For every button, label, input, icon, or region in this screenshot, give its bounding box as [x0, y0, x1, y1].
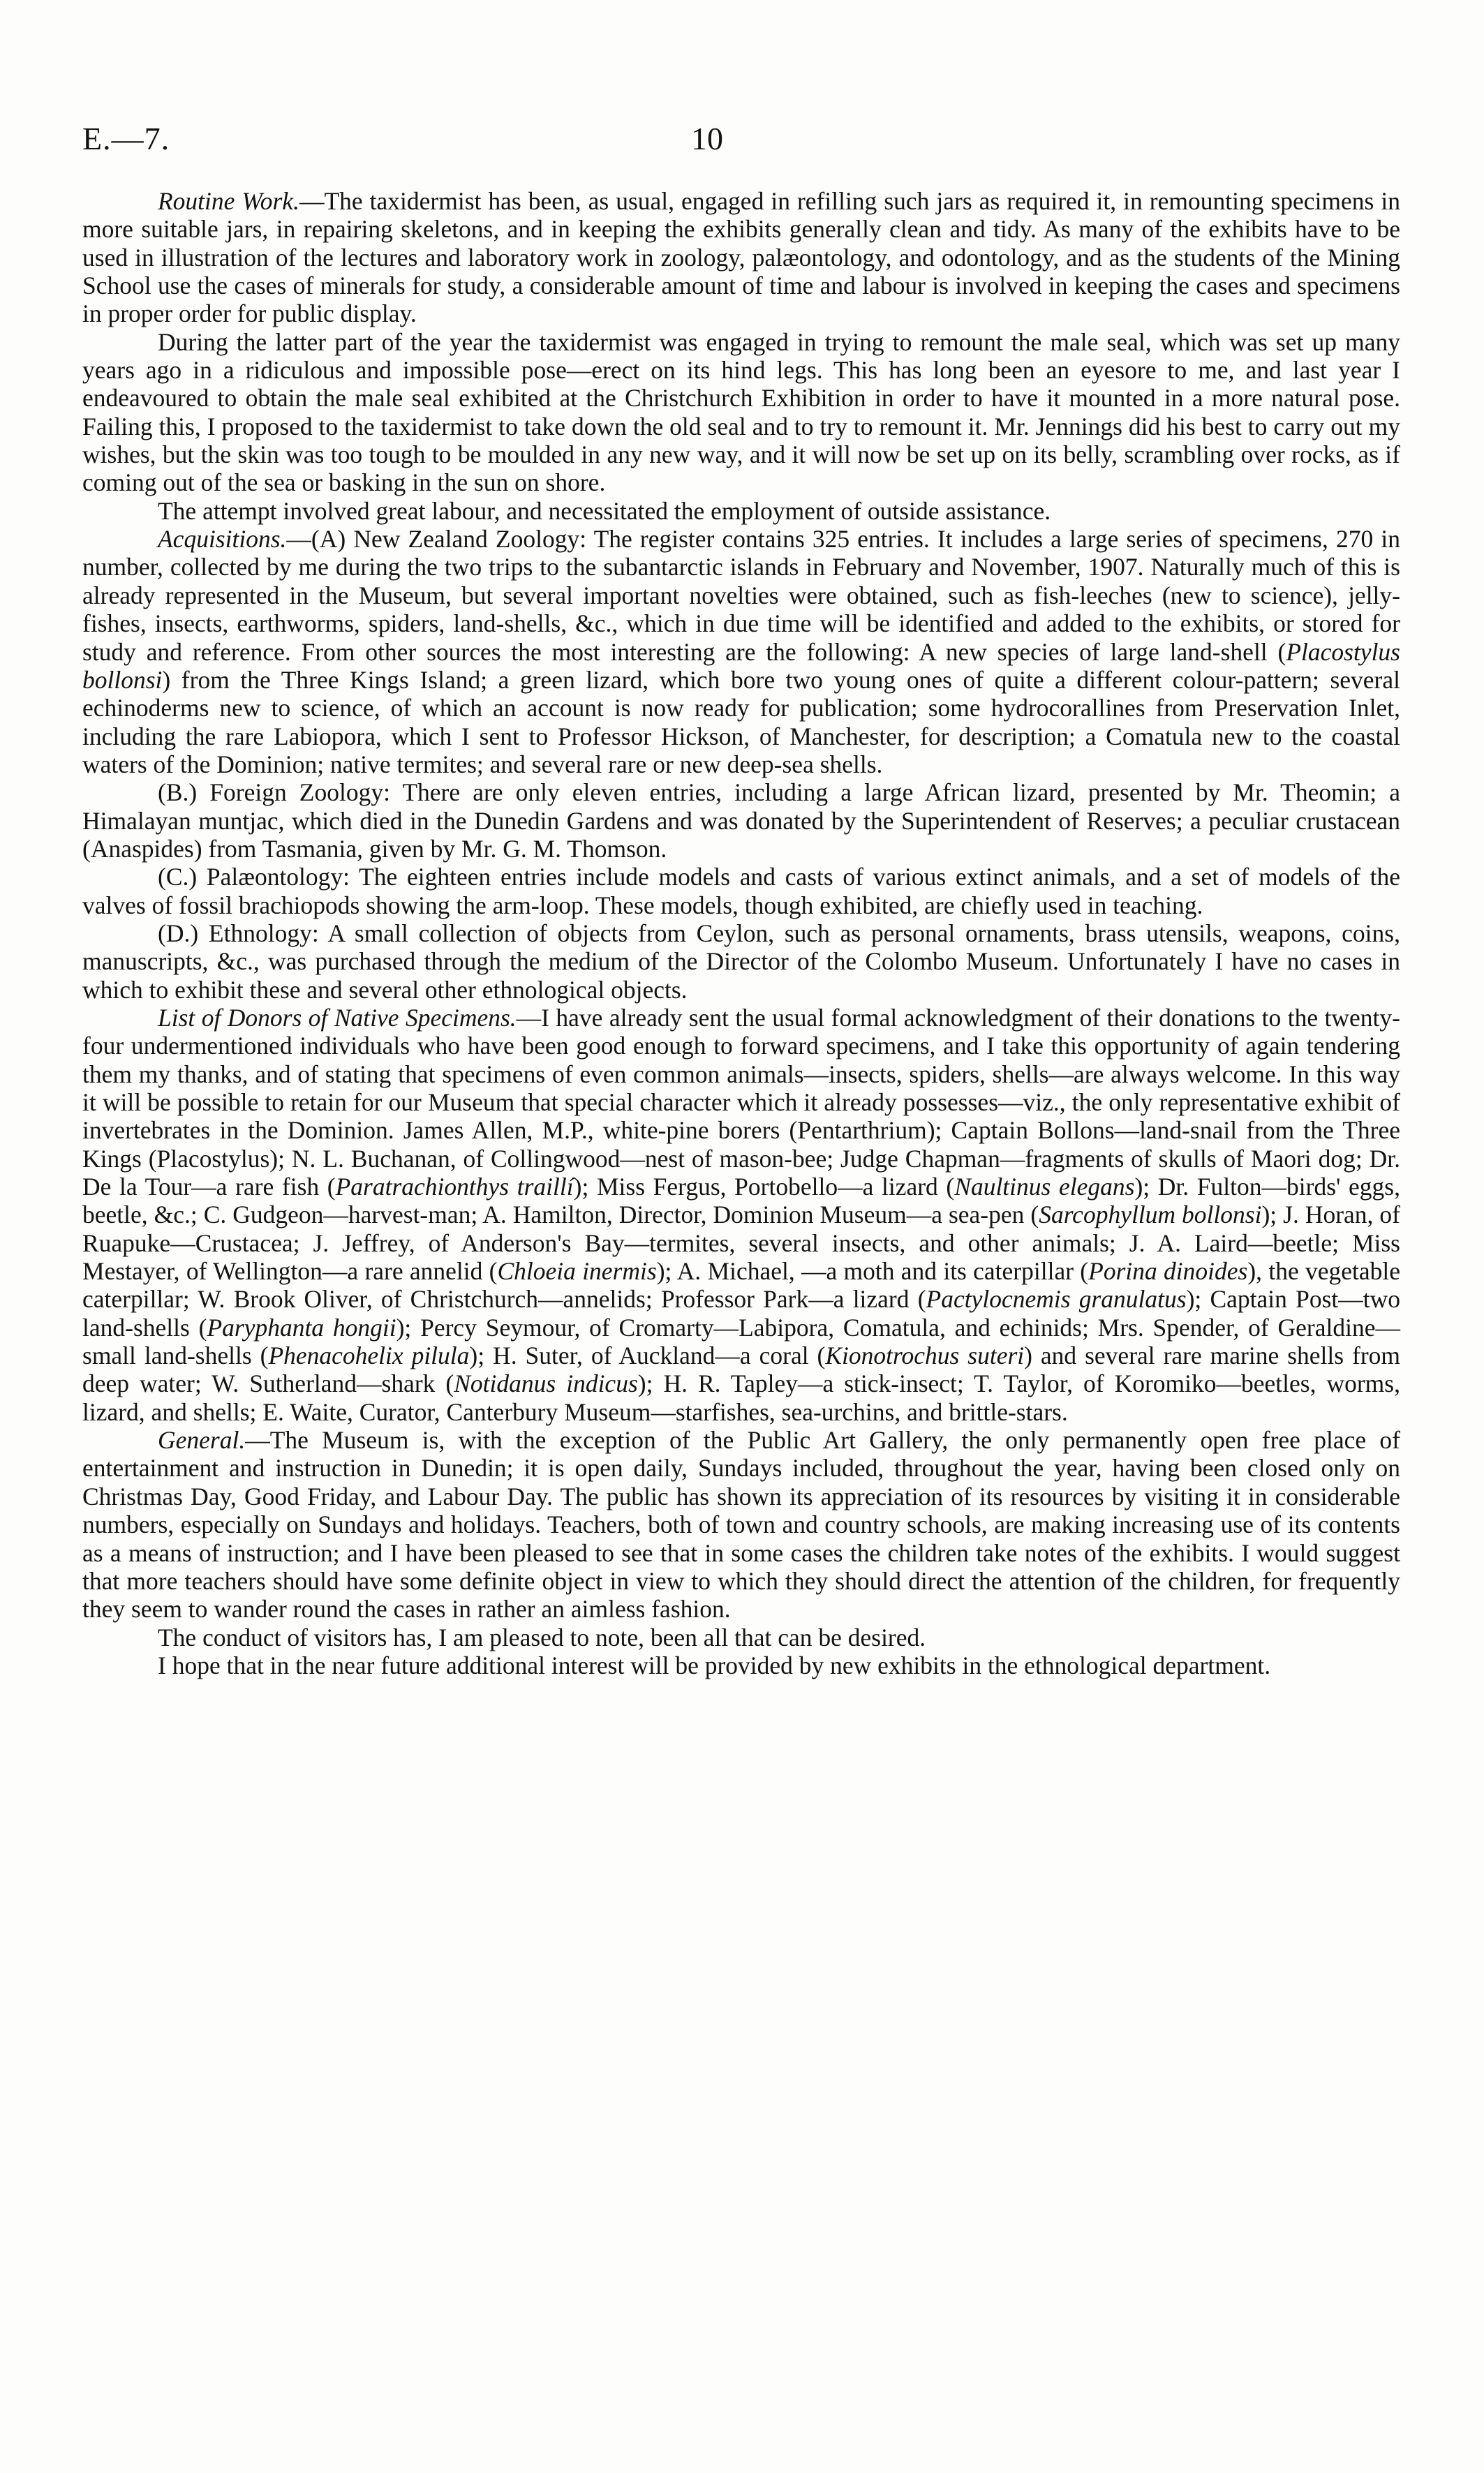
paragraph-text: ); A. Michael, —a moth and its caterpillar (: [656, 1257, 1089, 1286]
paragraph-text: —I have already sent the usual formal acknowledgment of their donations to the twenty-four undermentioned individuals who have been good enough to forward specimens, and I take this opportunity of again tendering them my thanks, and of stating that specimens of even common animals—insects, spiders, shells—are always welcome. In this way it will be possible to retain for our Museum that special character which it already possesses—viz., the only representative exhibit of invertebrates in the Dominion. James Allen, M.P., white-pine borers (Pentarthrium); Captain Bollons—land-snail from the Three Kings (Placostylus); N. L. Buchanan, of Collingwood—nest of mason-bee; Judge Chapman—fragments of skulls of Maori dog; Dr. De la Tour—a rare fish (: [82, 1003, 1400, 1201]
species-name: Kionotrochus suteri: [825, 1342, 1025, 1370]
species-name: Notidanus indicus: [454, 1369, 638, 1398]
paragraph-donors: [82, 1004, 1400, 1426]
paragraph-closing: I hope that in the near future additional interest will be provided by new exhibits in the ethnological department.: [158, 1651, 1271, 1679]
paragraph-text: —The Museum is, with the exception of the Public Art Gallery, the only permanently open free place of entertainment and instruction in Dunedin; it is open daily, Sundays included, throughout the year, having been closed only on Christmas Day, Good Friday, and Labour Day. The public has shown its appreciation of its resources by visiting it in considerable numbers, especially on Sundays and holidays. Teachers, both of town and country schools, are making increasing use of its contents as a means of instruction; and I have been pleased to see that in some cases the children take notes of the exhibits. I would suggest that more teachers should have some definite object in view to which they should direct the attention of the children, for frequently they seem to wander round the cases in rather an aimless fashion.: [82, 1426, 1400, 1624]
page-number: 10: [691, 121, 723, 156]
species-name: Phenacohelix pilula: [268, 1342, 470, 1370]
paragraph-text: ); H. Suter, of Auckland—a coral (: [469, 1342, 826, 1370]
paragraph-text: ); J. Horan, of Ruapuke—Crustacea; J. Jeffrey, of Anderson's Bay—termites, several insects, and other animals; J. A. Laird—beetle; Miss Mestayer, of Wellington—a rare annelid (: [82, 1201, 1400, 1286]
paragraph-text: ) and several rare marine shells from deep water; W. Sutherland—shark (: [82, 1342, 1401, 1398]
species-name: Chloeia inermis: [497, 1257, 657, 1286]
page-reference: E.—7.: [82, 121, 170, 156]
document-body: [82, 187, 1400, 1679]
paragraph-text: ), the vegetable caterpillar; W. Brook Oliver, of Christchurch—annelids; Professor Park—a lizard (: [82, 1257, 1400, 1314]
species-name: Sarcophyllum bollonsi: [1039, 1201, 1262, 1229]
section-heading: Routine Work.: [158, 187, 299, 215]
section-heading: List of Donors of Native Specimens.: [158, 1003, 517, 1032]
species-name: Paryphanta hongii: [207, 1313, 396, 1342]
section-heading: General.: [158, 1426, 246, 1455]
species-name: Placostylus bollonsi: [82, 637, 1400, 694]
paragraph-general: [82, 1426, 1400, 1623]
paragraph-text: ); Percy Seymour, of Cromarty—Labipora, Comatula, and echinids; Mrs. Spender, of Geraldine—small land-shells (: [82, 1313, 1400, 1370]
section-heading: Acquisitions.: [158, 525, 287, 554]
species-name: Pactylocnemis granulatus: [926, 1285, 1187, 1314]
paragraph-visitors: The conduct of visitors has, I am pleased to note, been all that can be desired.: [158, 1623, 926, 1651]
paragraph-acquisitions: [82, 525, 1400, 778]
paragraph-routine-work: [82, 187, 1400, 328]
species-name: Porina dinoides: [1088, 1257, 1248, 1286]
species-name: Paratrachionthys traillí: [335, 1173, 574, 1201]
paragraph-foreign-zoology: (B.) Foreign Zoology: There are only eleven entries, including a large African lizard, presented by Mr. Theomin; a Himalayan muntjac, which died in the Dunedin Gardens and was donated by the Superintendent of Reserves; a peculiar crustacean (Anaspides) from Tasmania, given by Mr. G. M. Thomson.: [82, 778, 1400, 863]
paragraph-text: ); Captain Post—two land-shells (: [82, 1285, 1401, 1342]
paragraph-text: ); Miss Fergus, Portobello—a lizard (: [573, 1173, 955, 1201]
paragraph-seal: During the latter part of the year the taxidermist was engaged in trying to remount the male seal, which was set up many years ago in a ridiculous and impossible pose—erect on its hind legs. This has long been an eyesore to me, and last year I endeavoured to obtain the male seal exhibited at the Christchurch Exhibition in order to have it mounted in a more natural pose. Failing this, I proposed to the taxidermist to take down the old seal and to try to remount it. Mr. Jennings did his best to carry out my wishes, but the skin was too tough to be moulded in any new way, and it will now be set up on its belly, scrambling over rocks, as if coming out of the sea or basking in the sun on shore.: [82, 327, 1400, 497]
paragraph-text: —(A) New Zealand Zoology: The register contains 325 entries. It includes a large series of specimens, 270 in number, collected by me during the two trips to the subantarctic islands in February and November, 1907. Naturally much of this is already represented in the Museum, but several important novelties were obtained, such as fish-leeches (new to science), jelly-fishes, insects, earthworms, spiders, land-shells, &c., which in due time will be identified and added to the exhibits, or stored for study and reference. From other sources the most interesting are the following: A new species of large land-shell (: [82, 525, 1400, 666]
paragraph-text: ); H. R. Tapley—a stick-insect; T. Taylor, of Koromiko—beetles, worms, lizard, and shells; E. Waite, Curator, Canterbury Museum—starfishes, sea-urchins, and brittle-stars.: [82, 1369, 1400, 1426]
paragraph-text: ) from the Three Kings Island; a green lizard, which bore two young ones of quite a different colour-pattern; several echinoderms new to science, of which an account is now ready for publication; some hydrocorallines from Preservation Inlet, including the rare Labiopora, which I sent to Professor Hickson, of Manchester, for description; a Comatula new to the coastal waters of the Dominion; native termites; and several rare or new deep-sea shells.: [82, 665, 1400, 778]
paragraph-text: ); Dr. Fulton—birds' eggs, beetle, &c.; C. Gudgeon—harvest-man; A. Hamilton, Director, Dominion Museum—a sea-pen (: [82, 1173, 1400, 1229]
paragraph-ethnology: (D.) Ethnology: A small collection of objects from Ceylon, such as personal ornaments, brass utensils, weapons, coins, manuscripts, &c., was purchased through the medium of the Director of the Colombo Museum. Unfortunately I have no cases in which to exhibit these and several other ethnological objects.: [82, 919, 1400, 1004]
paragraph-text: —The taxidermist has been, as usual, engaged in refilling such jars as required it, in remounting specimens in more suitable jars, in repairing skeletons, and in keeping the exhibits generally clean and tidy. As many of the exhibits have to be used in illustration of the lectures and laboratory work in zoology, palæontology, and odontology, and as the students of the Mining School use the cases of minerals for study, a considerable amount of time and labour is involved in keeping the cases and specimens in proper order for public display.: [82, 187, 1400, 328]
paragraph-palaeontology: (C.) Palæontology: The eighteen entries include models and casts of various extinct animals, and a set of models of the valves of fossil brachiopods showing the arm-loop. These models, though exhibited, are chiefly used in teaching.: [82, 863, 1400, 919]
paragraph-attempt: The attempt involved great labour, and necessitated the employment of outside assistance.: [158, 496, 1051, 525]
species-name: Naultinus elegans: [954, 1173, 1135, 1201]
